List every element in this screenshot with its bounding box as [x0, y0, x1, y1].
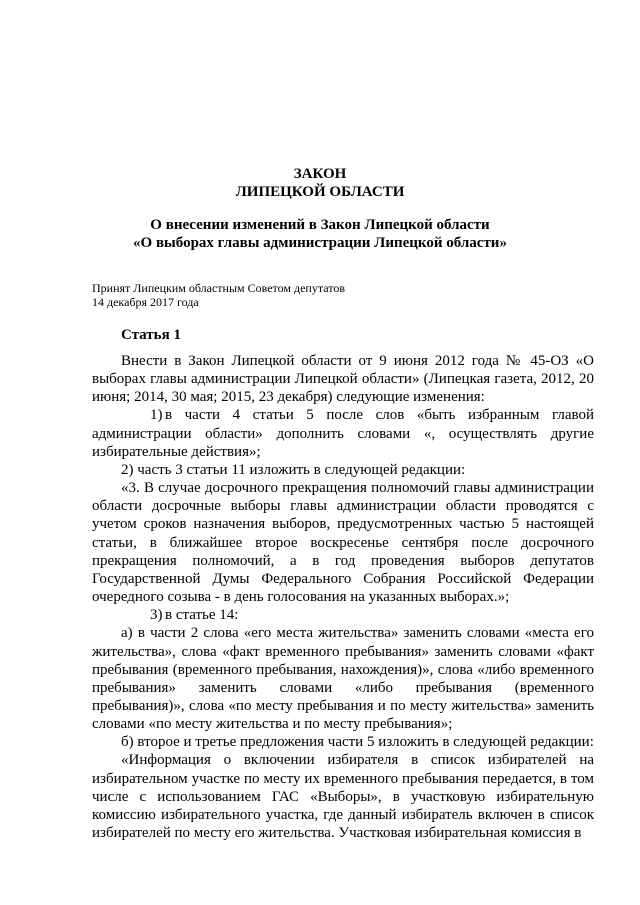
item-1: [92, 406, 594, 460]
item-3-text: в статье 14:: [165, 607, 239, 624]
law-region: ЛИПЕЦКОЙ ОБЛАСТИ: [235, 184, 405, 200]
article-heading: Статья 1: [121, 327, 181, 343]
item-2-quote: «3. В случае досрочного прекращения полномочий главы администрации области досрочные выборы главы администрации области проводятся с учетом сроков назначения выборов, предусмотренных частью 5 настоящей статьи, в ближайшее второе воскресенье сентября после досрочного прекращения полномочий, а в год проведения выборов депутатов Государственной Думы Федерального Собрания Российской Федерации очередного созыва - в день голосования на указанных выборах.»;: [92, 480, 594, 606]
item-2: 2) часть 3 статьи 11 изложить в следующей редакции:: [121, 461, 466, 478]
article-intro: Внести в Закон Липецкой области от 9 июня 2012 года № 45-ОЗ «О выборах главы администрации Липецкой области» (Липецкая газета, 2012, 20 июня; 2014, 30 мая; 2015, 23 декабря) следующие изменения:: [92, 353, 594, 406]
adopted-date: 14 декабря 2017 года: [92, 295, 199, 309]
article-body: [92, 352, 594, 842]
item-3-number: 3): [150, 607, 163, 624]
law-subtitle-line1: О внесении изменений в Закон Липецкой области: [150, 217, 490, 233]
law-subtitle-line2: «О выборах главы администрации Липецкой области»: [133, 235, 507, 251]
item-3-b: б) второе и третье предложения части 5 изложить в следующей редакции:: [121, 734, 594, 751]
item-1-number: 1): [150, 407, 163, 424]
item-1-text: в части 4 статьи 5 после слов «быть избранным главой администрации области» дополнить словами «, осуществлять другие избирательные действия»;: [92, 407, 594, 460]
item-3: [92, 606, 594, 624]
item-3-b-quote: «Информация о включении избирателя в список избирателей на избирательном участке по месту их временного пребывания передается, в том числе с использованием ГАС «Выборы», в участковую избирательную комиссию избирательного участка, где данный избиратель включен в список избирателей по месту его жительства. Участковая избирательная комиссия в: [92, 752, 594, 842]
item-3-a: а) в части 2 слова «его места жительства» заменить словами «места его жительства», слова «факт временного пребывания» заменить словами «факт пребывания (временного пребывания, нахождения)», слова «либо временного пребывания» заменить словами «либо пребывания (временного пребывания)», слова «по месту пребывания и по месту жительства» заменить словами «по месту жительства и по месту пребывания»;: [92, 625, 594, 733]
adopted-by: Принят Липецким областным Советом депутатов: [92, 281, 346, 295]
law-title: ЗАКОН: [293, 166, 347, 182]
